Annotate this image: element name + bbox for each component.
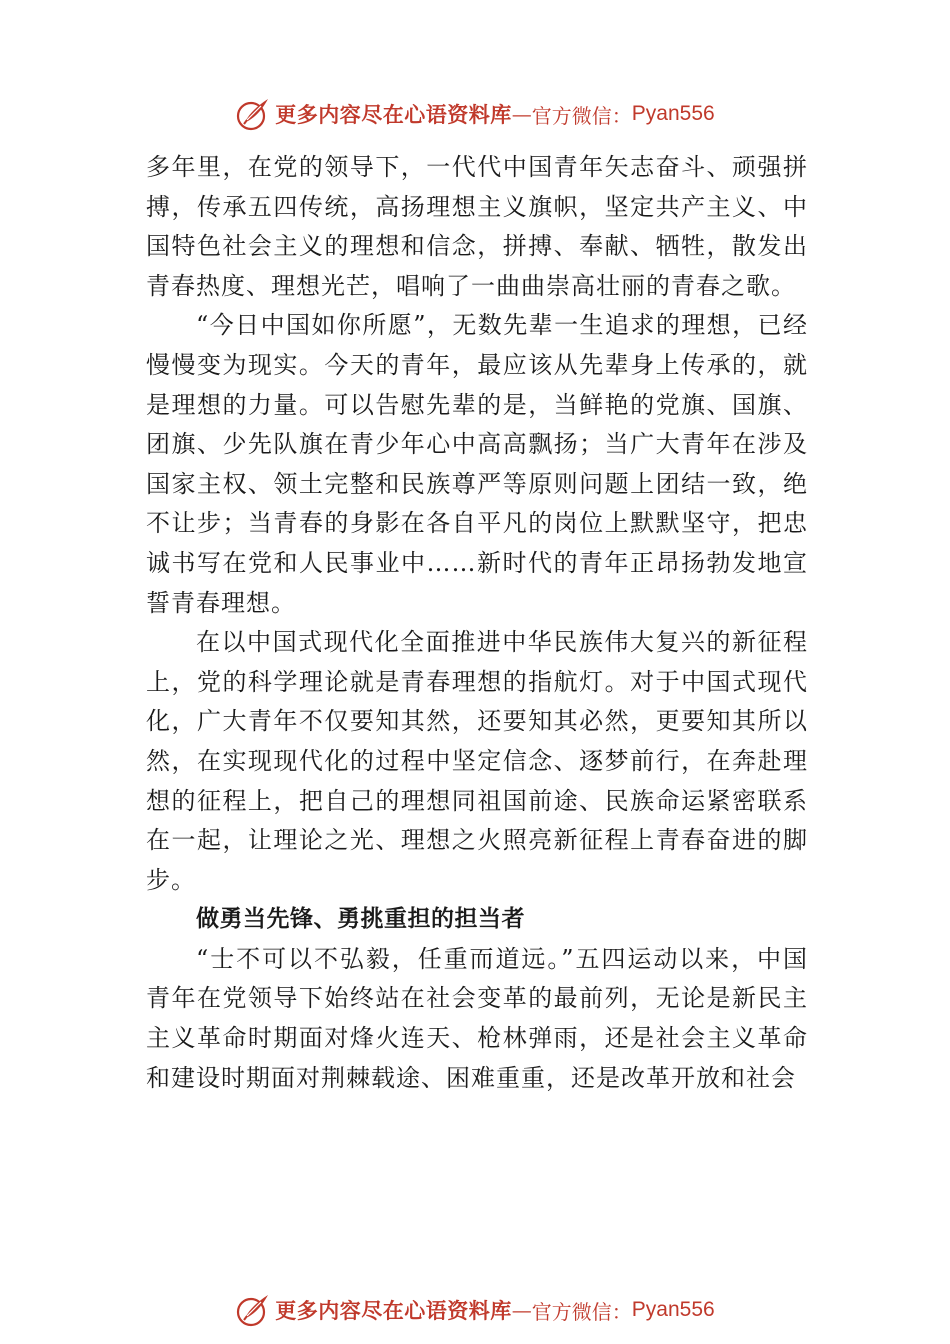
header-watermark (0, 94, 950, 134)
banner-title: 更多内容尽在心语资料库 (275, 1298, 512, 1323)
banner-wechat-label: 官方微信： (531, 1299, 632, 1324)
banner-wechat-id: Pyan556 (631, 102, 715, 125)
banner-wechat-label: 官方微信： (531, 103, 632, 128)
banner-wechat-id: Pyan556 (631, 1298, 715, 1321)
banner-separator: — (511, 102, 532, 126)
paragraph-3: 在以中国式现代化全面推进中华民族伟大复兴的新征程上，党的科学理论就是青春理想的指航灯。对于中国式现代化，广大青年不仅要知其然，还要知其必然，更要知其所以然，在实现现代化的过程中坚定信念、逐梦前行，在奔赴理想的征程上，把自己的理想同祖国前途、民族命运紧密联系在一起，让理论之光、理想之火照亮新征程上青春奋进的脚步。 (146, 628, 808, 894)
paragraph-1: 多年里，在党的领导下，一代代中国青年矢志奋斗、顽强拼搏，传承五四传统，高扬理想主义旗帜，坚定共产主义、中国特色社会主义的理想和信念，拼搏、奉献、牺牲，散发出青春热度、理想光芒，唱响了一曲曲崇高壮丽的青春之歌。 (146, 153, 808, 300)
section-heading: 做勇当先锋、勇挑重担的担当者 (196, 906, 525, 933)
banner-separator: — (511, 1298, 532, 1322)
quill-logo-icon (235, 96, 271, 132)
banner-title: 更多内容尽在心语资料库 (275, 102, 512, 127)
quill-logo-icon (235, 1292, 271, 1328)
paragraph-2: “今日中国如你所愿”，无数先辈一生追求的理想，已经慢慢变为现实。今天的青年，最应该从先辈身上传承的，就是理想的力量。可以告慰先辈的是，当鲜艳的党旗、国旗、 团旗、少先队旗在青少年心中高高飘扬；当广大青年在涉及国家主权、领土完整和民族尊严等原则问题上团结一致，绝不让步；当青春的身影在各自平凡的岗位上默默坚守，把忠诚书写在党和人民事业中……新时代的青年正昂扬勃发地宣誓青春理想。 (146, 311, 808, 617)
footer-watermark (0, 1290, 950, 1330)
document-body (146, 148, 808, 1098)
paragraph-4: “士不可以不弘毅，任重而道远。”五四运动以来，中国青年在党领导下始终站在社会变革的最前列，无论是新民主主义革命时期面对烽火连天、枪林弹雨，还是社会主义革命和建设时期面对荆棘载途、困难重重，还是改革开放和社会 (146, 944, 808, 1092)
